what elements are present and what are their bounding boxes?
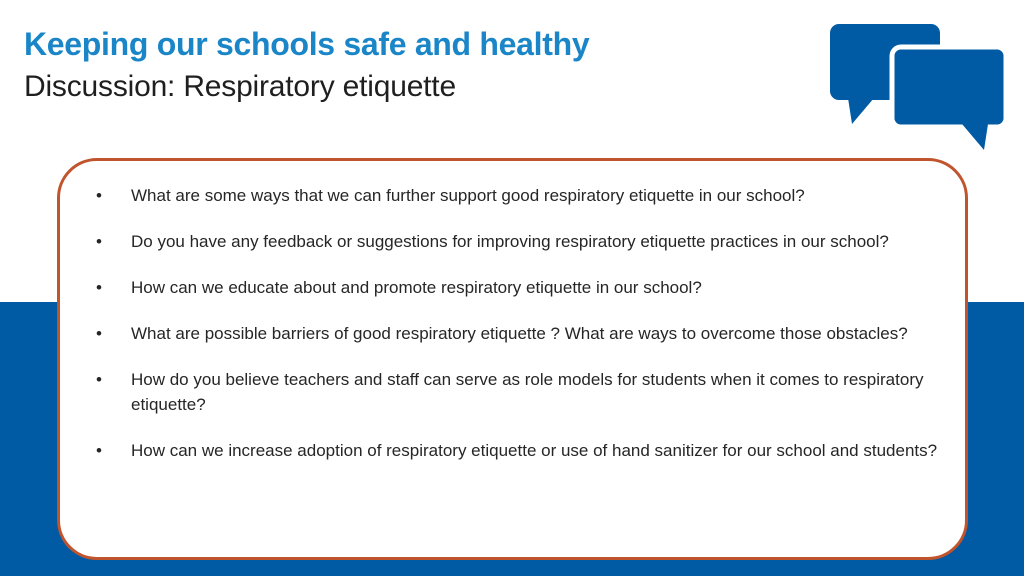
question-item (96, 321, 956, 346)
bullet-icon: • (96, 186, 102, 205)
question-item (96, 275, 956, 300)
question-text: Do you have any feedback or suggestions for improving respiratory etiquette practices in our school? (131, 232, 889, 251)
bullet-icon: • (96, 278, 102, 297)
bullet-icon: • (96, 441, 102, 460)
question-list (96, 183, 956, 484)
question-item (96, 438, 956, 463)
question-item (96, 183, 956, 208)
question-text: How can we educate about and promote respiratory etiquette in our school? (131, 278, 702, 297)
question-text: How do you believe teachers and staff can serve as role models for students when it comes to respiratory etiquette? (131, 370, 924, 414)
question-text: What are possible barriers of good respiratory etiquette ? What are ways to overcome those obstacles? (131, 324, 908, 343)
speech-bubbles-icon (828, 24, 1008, 152)
bullet-icon: • (96, 324, 102, 343)
bullet-icon: • (96, 370, 102, 389)
question-text: How can we increase adoption of respiratory etiquette or use of hand sanitizer for our school and students? (131, 441, 938, 460)
question-item (96, 367, 956, 417)
page-title: Keeping our schools safe and healthy (24, 26, 590, 62)
question-text: What are some ways that we can further support good respiratory etiquette in our school? (131, 186, 805, 205)
discussion-card (57, 158, 968, 560)
speech-bubble-front-icon (892, 47, 1006, 150)
question-item (96, 229, 956, 254)
bullet-icon: • (96, 232, 102, 251)
page-subtitle: Discussion: Respiratory etiquette (24, 70, 456, 103)
